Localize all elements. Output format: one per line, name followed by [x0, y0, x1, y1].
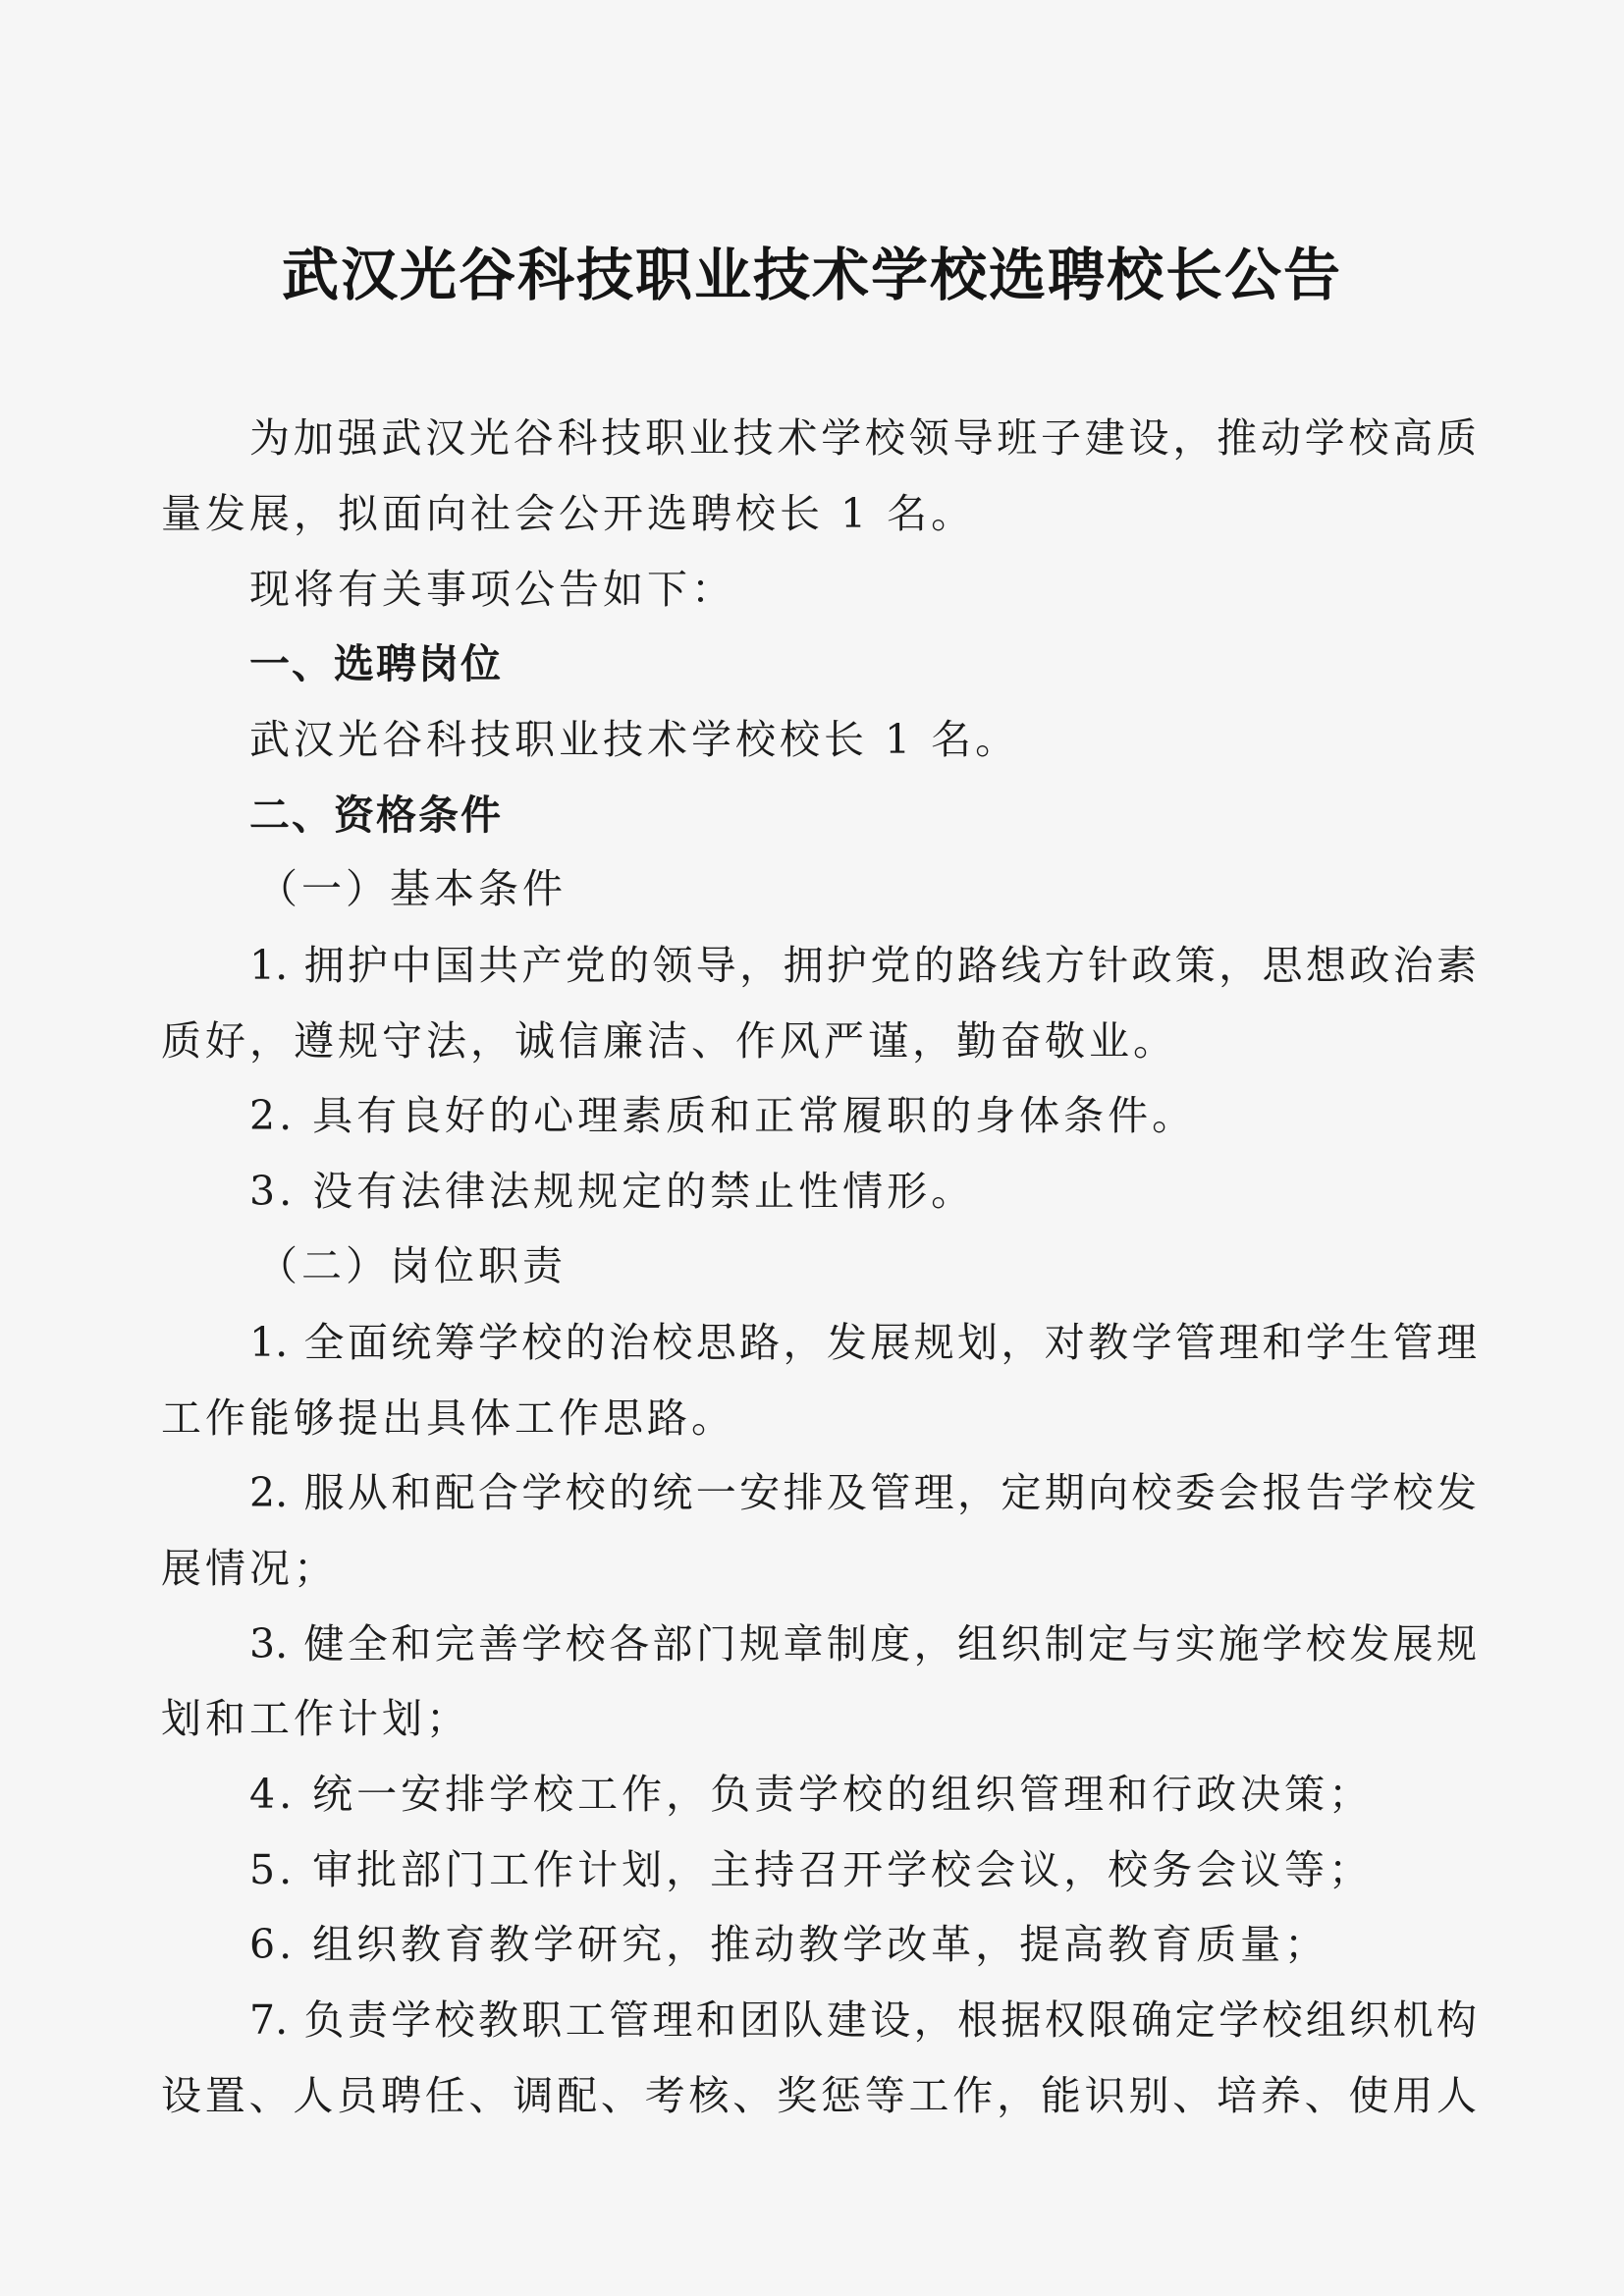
- paragraph-line: 4. 统一安排学校工作，负责学校的组织管理和行政决策；: [249, 1771, 1374, 1818]
- paragraph-line: 武汉光谷科技职业技术学校校长 1 名。: [249, 716, 1020, 763]
- paragraph-line: 设置、人员聘任、调配、考核、奖惩等工作，能识别、培养、使用人: [161, 2072, 1477, 2119]
- paragraph-line: 6. 组织教育教学研究，推动教学改革，提高教育质量；: [249, 1921, 1329, 1968]
- paragraph-line: 3. 健全和完善学校各部门规章制度，组织制定与实施学校发展规: [249, 1620, 1477, 1667]
- paragraph-line: 工作能够提出具体工作思路。: [161, 1394, 735, 1442]
- document-title: 武汉光谷科技职业技术学校选聘校长公告: [281, 242, 1342, 308]
- paragraph-line: 划和工作计划；: [161, 1695, 470, 1742]
- paragraph-line: 展情况；: [161, 1545, 338, 1592]
- paragraph-line: 1. 拥护中国共产党的领导，拥护党的路线方针政策，思想政治素: [249, 942, 1477, 989]
- paragraph-line: 7. 负责学校教职工管理和团队建设，根据权限确定学校组织机构: [249, 1996, 1477, 2044]
- subsection-heading: （二）岗位职责: [257, 1242, 567, 1289]
- paragraph-line: 5. 审批部门工作计划，主持召开学校会议，校务会议等；: [249, 1846, 1374, 1893]
- paragraph-line: 现将有关事项公告如下：: [249, 566, 735, 613]
- subsection-heading: （一）基本条件: [257, 865, 567, 912]
- paragraph-line: 为加强武汉光谷科技职业技术学校领导班子建设，推动学校高质: [249, 414, 1477, 462]
- paragraph-line: 量发展，拟面向社会公开选聘校长 1 名。: [161, 490, 976, 537]
- paragraph-line: 2. 服从和配合学校的统一安排及管理，定期向校委会报告学校发: [249, 1469, 1477, 1516]
- paragraph-line: 质好，遵规守法，诚信廉洁、作风严谨，勤奋敬业。: [161, 1017, 1177, 1065]
- section-heading: 二、资格条件: [249, 792, 503, 839]
- paragraph-line: 1. 全面统筹学校的治校思路，发展规划，对教学管理和学生管理: [249, 1319, 1477, 1366]
- paragraph-line: 3. 没有法律法规规定的禁止性情形。: [249, 1168, 976, 1215]
- paragraph-line: 2. 具有良好的心理素质和正常履职的身体条件。: [249, 1092, 1197, 1139]
- section-heading: 一、选聘岗位: [249, 640, 503, 687]
